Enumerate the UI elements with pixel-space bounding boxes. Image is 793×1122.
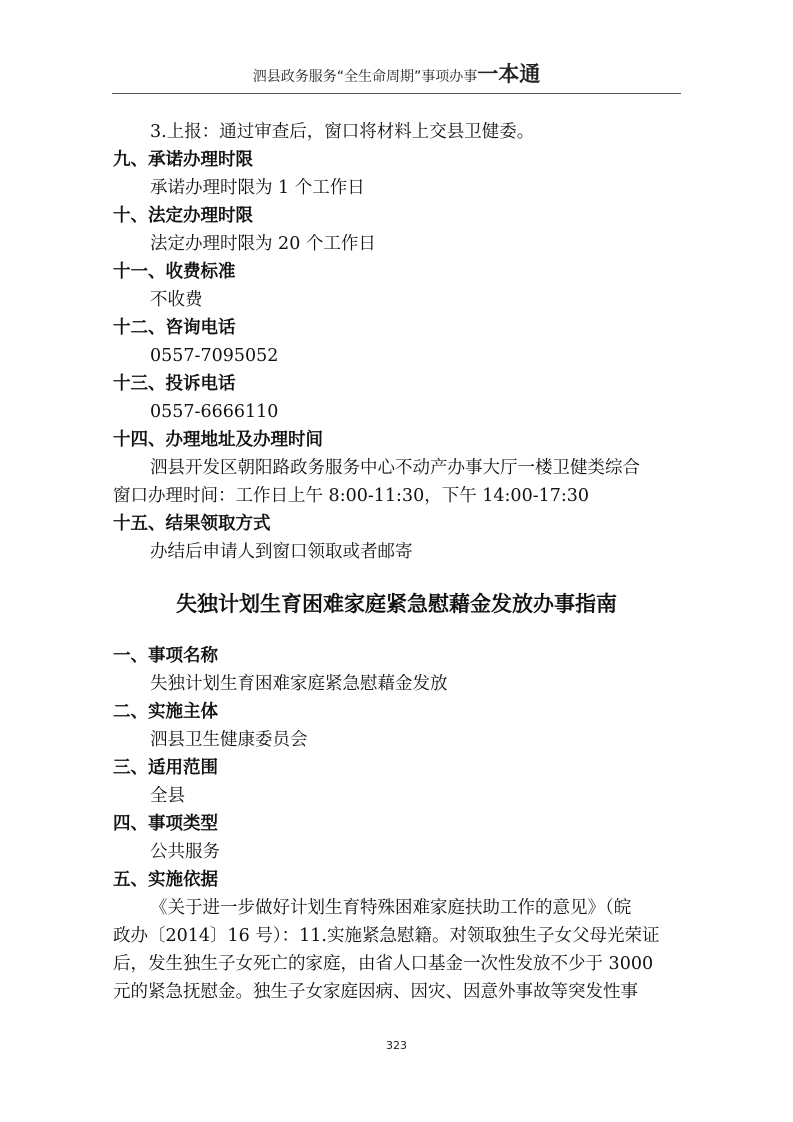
- section-14-heading: 十四、办理地址及办理时间: [113, 430, 323, 450]
- guide-title: 失独计划生育困难家庭紧急慰藉金发放办事指南: [176, 592, 617, 616]
- guide-section-5-line-4: 元的紧急抚慰金。独生子女家庭因病、因灾、因意外事故等突发性事: [113, 982, 638, 1002]
- office-hours-text: 窗口办理时间：工作日上午 8:00-11:30，下午 14:00-17:30: [113, 486, 590, 506]
- guide-section-4-body: 公共服务: [150, 842, 220, 862]
- guide-section-4-heading: 四、事项类型: [113, 814, 218, 834]
- section-15-body: 办结后申请人到窗口领取或者邮寄: [150, 542, 413, 562]
- guide-section-5-line-3: 后，发生独生子女死亡的家庭，由省人口基金一次性发放不少于 3000: [113, 954, 654, 974]
- address-text: 泗县开发区朝阳路政务服务中心不动产办事大厅一楼卫健类综合: [150, 458, 640, 478]
- section-9-heading: 九、承诺办理时限: [113, 150, 253, 170]
- guide-section-2-body: 泗县卫生健康委员会: [150, 730, 308, 750]
- header-text: 泗县政务服务“全生命周期”事项办事: [252, 69, 478, 85]
- guide-section-3-body: 全县: [150, 786, 185, 806]
- section-11-body: 不收费: [150, 290, 203, 310]
- guide-section-5-line-2: 政办〔2014〕16 号）：11.实施紧急慰籍。对领取独生子女父母光荣证: [113, 926, 660, 946]
- header-emphasis: 一本通: [477, 62, 541, 86]
- guide-section-2-heading: 二、实施主体: [113, 702, 218, 722]
- section-13-heading: 十三、投诉电话: [113, 374, 236, 394]
- page-number: 323: [386, 1039, 407, 1052]
- guide-section-1-body: 失独计划生育困难家庭紧急慰藉金发放: [150, 674, 448, 694]
- section-12-heading: 十二、咨询电话: [113, 318, 236, 338]
- section-11-heading: 十一、收费标准: [113, 262, 236, 282]
- section-9-body: 承诺办理时限为 1 个工作日: [150, 178, 365, 198]
- step-3-text: 3.上报：通过审查后，窗口将材料上交县卫健委。: [150, 122, 535, 142]
- guide-section-3-heading: 三、适用范围: [113, 758, 218, 778]
- consult-phone: 0557-7095052: [150, 346, 279, 366]
- section-10-heading: 十、法定办理时限: [113, 206, 253, 226]
- page-header: [0, 58, 793, 88]
- complaint-phone: 0557-6666110: [150, 402, 279, 422]
- section-15-heading: 十五、结果领取方式: [113, 514, 271, 534]
- guide-section-5-heading: 五、实施依据: [113, 870, 218, 890]
- guide-section-1-heading: 一、事项名称: [113, 646, 218, 666]
- header-rule: [112, 93, 681, 94]
- section-10-body: 法定办理时限为 20 个工作日: [150, 234, 376, 254]
- guide-section-5-line-1: 《关于进一步做好计划生育特殊困难家庭扶助工作的意见》（皖: [150, 898, 632, 918]
